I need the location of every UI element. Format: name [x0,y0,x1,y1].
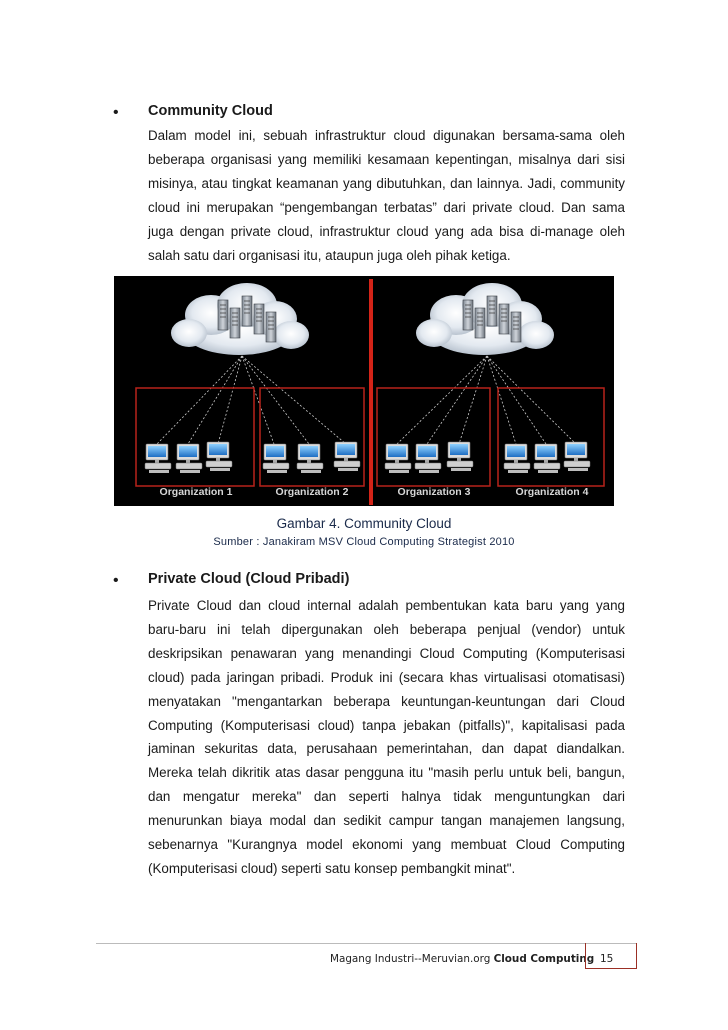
figure-source: Sumber : Janakiram MSV Cloud Computing Strategist 2010 [213,536,515,548]
footer-org: Magang Industri--Meruvian.org [330,953,494,965]
organization-3-label: Organization 3 [397,486,471,498]
paragraph-private-cloud: Private Cloud dan cloud internal adalah pembentukan kata baru yang yang baru-baru ini telah dipergunakan oleh beberapa penjual (vendor) untuk deskripsikan penawaran yang menandingi Cloud Computing (Komputerisasi cloud) pada jaringan pribadi. Produk ini (secara khas virtualisasi otomatisasi) menyatakan "mengantarkan beberapa keuntungan-keuntungan dari Cloud Computing (Komputerisasi cloud) tanpa jebakan (pitfalls)", kapitalisasi pada jaminan sekuritas data, perusahaan pemerintahan, dan dapat diandalkan. Mereka telah dikritik atas dasar pengguna itu "masih perlu untuk beli, bangun, dan mengatur mereka" dan seperti halnya tidak menguntungkan dari menurunkan biaya modal dan sedikit campur tangan manajemen langsung, sebenarnya "Kurangnya model ekonomi yang membuat Cloud Computing (Komputerisasi cloud) seperti satu konsep pembangkit minat". [148,598,625,876]
organization-2-label: Organization 2 [275,486,349,498]
footer-title: Cloud Computing [493,953,595,965]
paragraph-community-cloud: Dalam model ini, sebuah infrastruktur cloud digunakan bersama-sama oleh beberapa organisasi yang memiliki kesamaan kepentingan, misalnya dari sisi misinya, atau tingkat keamanan yang dibutuhkan, dan lainnya. Jadi, community cloud ini merupakan “pengembangan terbatas” dari private cloud. Dan sama juga dengan private cloud, infrastruktur cloud yang ada bisa di-manage oleh salah satu dari organisasi itu, ataupun juga oleh pihak ketiga. [148,128,625,263]
computers [145,442,590,473]
connections-right [397,356,576,444]
footer-text [330,953,594,965]
heading-community-cloud: Community Cloud [148,103,273,119]
figure-caption: Gambar 4. Community Cloud [276,516,452,531]
connections-left [157,356,346,444]
diagram-svg [114,276,614,506]
heading-private-cloud: Private Cloud (Cloud Pribadi) [148,571,350,587]
community-divider [369,279,373,505]
bullet-private-cloud: • [113,572,119,589]
organization-1-label: Organization 1 [159,486,233,498]
cloud-left [171,283,309,355]
community-cloud-diagram [114,276,614,506]
organization-4-label: Organization 4 [515,486,589,498]
page-number: 15 [600,953,614,965]
cloud-right [416,283,554,355]
bullet-community-cloud: • [113,104,119,121]
footer-rule [96,943,636,944]
